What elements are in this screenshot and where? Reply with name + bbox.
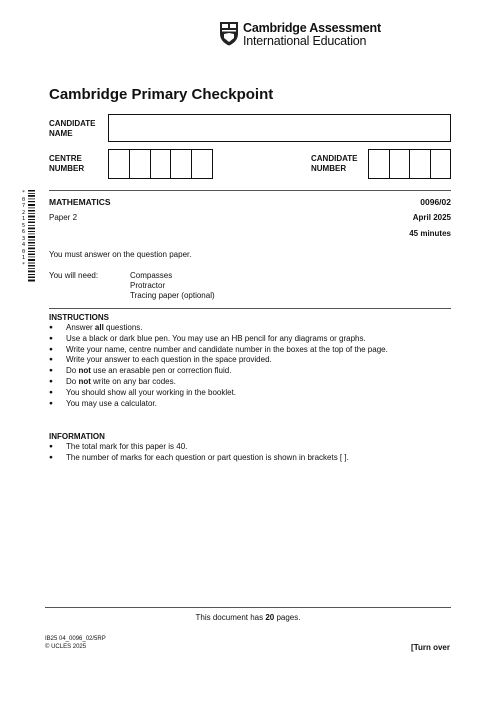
information-list — [49, 442, 349, 464]
digit-cell[interactable] — [369, 150, 390, 178]
digit-cell[interactable] — [192, 150, 212, 178]
logo-line-2: International Education — [243, 34, 367, 48]
answer-note: You must answer on the question paper. — [49, 250, 192, 259]
footer-divider — [45, 607, 451, 608]
need-item: Protractor — [130, 281, 166, 291]
information-heading: INFORMATION — [49, 432, 105, 441]
logo-line-1: Cambridge Assessment — [243, 21, 381, 35]
page-count: This document has 20 pages. — [195, 613, 301, 622]
digit-cell[interactable] — [171, 150, 192, 178]
need-item: Compasses — [130, 271, 173, 280]
exam-duration: 45 minutes — [409, 229, 451, 238]
turn-over: [Turn over — [411, 643, 450, 652]
digit-cell[interactable] — [151, 150, 172, 178]
digit-cell[interactable] — [109, 150, 130, 178]
digit-cell[interactable] — [431, 150, 451, 178]
divider — [49, 190, 451, 191]
list-item: ● Answer all questions. — [49, 323, 388, 334]
candidate-name-label: CANDIDATE NAME — [49, 119, 96, 138]
barcode-text: * 0 7 2 1 5 6 3 4 0 1 * — [21, 190, 26, 268]
candidate-number-field[interactable] — [368, 149, 451, 179]
barcode — [20, 190, 34, 282]
document-reference: IB25 04_0096_02/5RP — [45, 636, 106, 642]
list-item: ● Do not write on any bar codes. — [49, 377, 388, 388]
cambridge-logo — [219, 21, 379, 49]
digit-cell[interactable] — [130, 150, 151, 178]
need-label: You will need: — [49, 271, 99, 280]
subject-name: MATHEMATICS — [49, 197, 111, 207]
copyright: © UCLES 2025 — [45, 644, 87, 650]
candidate-name-field[interactable] — [108, 114, 451, 142]
cambridge-shield-icon — [219, 21, 239, 46]
page-title: Cambridge Primary Checkpoint — [49, 86, 274, 103]
subject-code: 0096/02 — [420, 197, 451, 207]
list-item: ● Do not use an erasable pen or correction fluid. — [49, 366, 388, 377]
centre-number-field[interactable] — [108, 149, 213, 179]
need-item: Tracing paper (optional) — [130, 291, 215, 301]
candidate-number-label: CANDIDATE NUMBER — [311, 154, 358, 173]
list-item: ● Write your name, centre number and candidate number in the boxes at the top of the page. — [49, 345, 388, 356]
digit-cell[interactable] — [390, 150, 411, 178]
digit-cell[interactable] — [410, 150, 431, 178]
divider — [49, 308, 451, 309]
list-item: ● Use a black or dark blue pen. You may use an HB pencil for any diagrams or graphs. — [49, 334, 388, 345]
instructions-list — [49, 323, 388, 409]
need-list — [130, 271, 215, 302]
list-item: ● Write your answer to each question in the space provided. — [49, 355, 388, 366]
paper-number: Paper 2 — [49, 213, 78, 222]
list-item: ● The total mark for this paper is 40. — [49, 442, 349, 453]
list-item: ● You should show all your working in the booklet. — [49, 388, 388, 399]
centre-number-label: CENTRE NUMBER — [49, 154, 85, 173]
exam-session: April 2025 — [412, 213, 451, 222]
list-item: ● The number of marks for each question or part question is shown in brackets [ ]. — [49, 453, 349, 464]
list-item: ● You may use a calculator. — [49, 399, 388, 410]
instructions-heading: INSTRUCTIONS — [49, 313, 109, 322]
barcode-bars — [28, 190, 35, 282]
